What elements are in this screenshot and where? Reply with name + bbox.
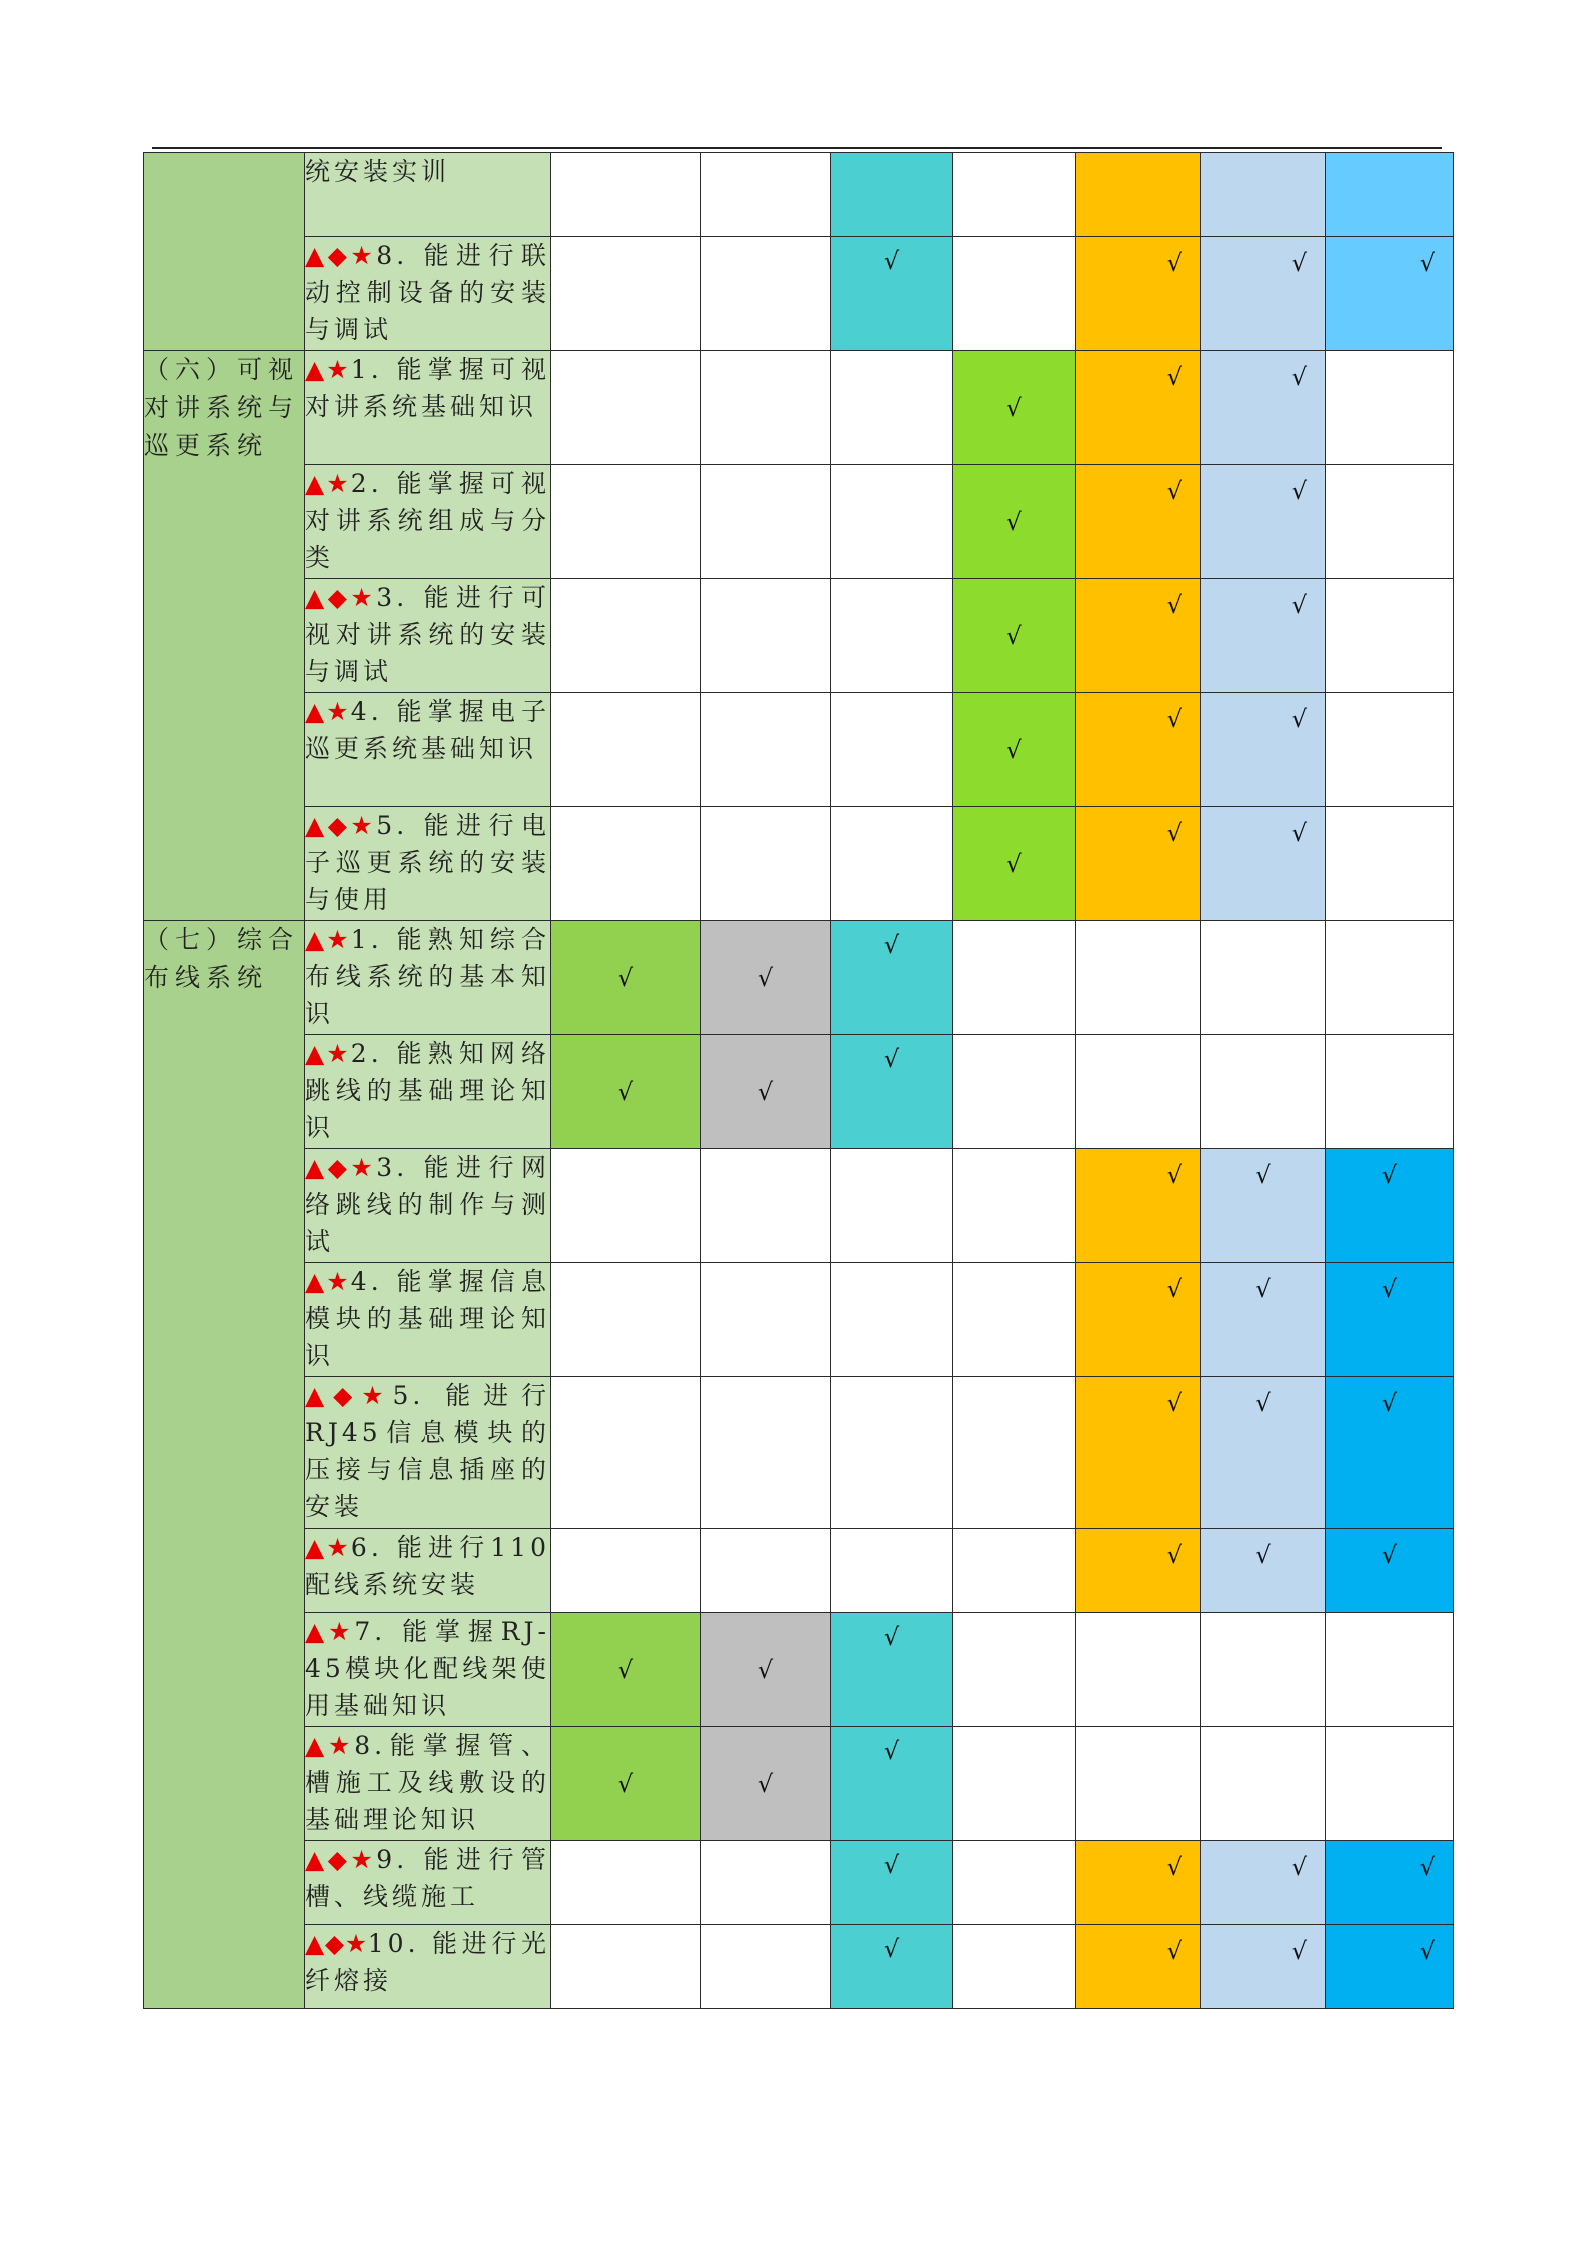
matrix-cell-col3 [831, 237, 953, 351]
competency-item-cell [305, 693, 551, 807]
check-mark: √ [757, 963, 774, 992]
check-mark: √ [757, 1077, 774, 1106]
matrix-cell-col1 [551, 237, 701, 351]
check-mark: √ [617, 1077, 634, 1106]
check-mark: √ [1166, 249, 1182, 277]
matrix-cell-col5 [1076, 921, 1201, 1035]
matrix-cell-col6 [1201, 1263, 1326, 1377]
matrix-cell-col4 [953, 237, 1076, 351]
matrix-cell-col5 [1076, 1035, 1201, 1149]
check-mark: √ [883, 1737, 900, 1765]
competency-item-cell [305, 1925, 551, 2009]
competency-item-text: 3. 能进行网络跳线的制作与测试 [305, 1153, 550, 1256]
table-row [144, 1149, 1454, 1263]
table-row [144, 237, 1454, 351]
matrix-cell-col2 [701, 1841, 831, 1925]
requirement-markers: ▲★ [305, 1039, 351, 1068]
check-mark: √ [1006, 621, 1022, 650]
matrix-cell-col5 [1076, 153, 1201, 237]
check-mark: √ [1166, 1161, 1182, 1189]
matrix-cell-col1 [551, 1613, 701, 1727]
matrix-cell-col5 [1076, 1149, 1201, 1263]
matrix-cell-col7 [1326, 1149, 1454, 1263]
matrix-cell-col5 [1076, 1263, 1201, 1377]
check-mark: √ [1006, 735, 1022, 764]
competency-item-text: 4. 能掌握电子巡更系统基础知识 [305, 697, 550, 763]
matrix-cell-col6 [1201, 351, 1326, 465]
matrix-cell-col6 [1201, 465, 1326, 579]
check-mark: √ [1291, 1937, 1307, 1965]
table-row [144, 465, 1454, 579]
matrix-cell-col6 [1201, 807, 1326, 921]
requirement-markers: ▲◆★ [305, 1845, 377, 1874]
competency-item-text: 7. 能掌握RJ-45模块化配线架使用基础知识 [305, 1617, 551, 1720]
matrix-cell-col2 [701, 1529, 831, 1613]
matrix-cell-col3 [831, 807, 953, 921]
matrix-cell-col7 [1326, 1925, 1454, 2009]
requirement-markers: ▲★ [305, 355, 351, 384]
check-mark: √ [883, 1623, 900, 1651]
check-mark: √ [1166, 705, 1182, 733]
table-row [144, 1377, 1454, 1529]
requirement-markers: ▲◆★ [305, 1929, 368, 1958]
check-mark: √ [1166, 1275, 1182, 1303]
check-mark: √ [1291, 705, 1307, 733]
check-mark: √ [1291, 1853, 1307, 1881]
check-mark: √ [1419, 1853, 1435, 1881]
matrix-cell-col6 [1201, 1377, 1326, 1529]
matrix-cell-col5 [1076, 579, 1201, 693]
competency-item-cell [305, 351, 551, 465]
matrix-cell-col1 [551, 807, 701, 921]
competency-item-text: 5. 能进行电子巡更系统的安装与使用 [305, 811, 550, 914]
competency-item-cell [305, 237, 551, 351]
matrix-cell-col4 [953, 1613, 1076, 1727]
table-row [144, 579, 1454, 693]
matrix-cell-col1 [551, 1149, 701, 1263]
matrix-cell-col3 [831, 921, 953, 1035]
matrix-cell-col5 [1076, 693, 1201, 807]
matrix-cell-col1 [551, 579, 701, 693]
matrix-cell-col4 [953, 1925, 1076, 2009]
table-row [144, 807, 1454, 921]
check-mark: √ [1381, 1389, 1398, 1417]
matrix-cell-col2 [701, 237, 831, 351]
requirement-markers: ▲★ [305, 1533, 351, 1562]
check-mark: √ [617, 963, 634, 992]
competency-item-text: 2. 能熟知网络跳线的基础理论知识 [305, 1039, 550, 1142]
requirement-markers: ▲★ [305, 925, 351, 954]
table-row [144, 1727, 1454, 1841]
matrix-cell-col3 [831, 1149, 953, 1263]
matrix-cell-col2 [701, 1727, 831, 1841]
check-mark: √ [617, 1769, 634, 1798]
matrix-cell-col3 [831, 351, 953, 465]
competency-item-cell [305, 1613, 551, 1727]
competency-item-cell [305, 921, 551, 1035]
table-body [144, 153, 1454, 2009]
matrix-cell-col2 [701, 1149, 831, 1263]
matrix-cell-col1 [551, 1925, 701, 2009]
matrix-cell-col7 [1326, 465, 1454, 579]
matrix-cell-col4 [953, 351, 1076, 465]
table-row [144, 1263, 1454, 1377]
matrix-cell-col1 [551, 153, 701, 237]
matrix-cell-col7 [1326, 1613, 1454, 1727]
competency-item-text: 10. 能进行光纤熔接 [305, 1929, 550, 1995]
requirement-markers: ▲◆★ [305, 811, 377, 840]
check-mark: √ [883, 931, 900, 959]
requirement-markers: ▲★ [305, 469, 351, 498]
matrix-cell-col1 [551, 351, 701, 465]
matrix-cell-col4 [953, 921, 1076, 1035]
competency-item-cell [305, 1377, 551, 1529]
matrix-cell-col2 [701, 351, 831, 465]
table-row [144, 1035, 1454, 1149]
matrix-cell-col2 [701, 1377, 831, 1529]
competency-item-cell [305, 465, 551, 579]
check-mark: √ [1006, 507, 1022, 536]
matrix-cell-col3 [831, 1727, 953, 1841]
matrix-cell-col4 [953, 1035, 1076, 1149]
competency-item-cell [305, 579, 551, 693]
check-mark: √ [1166, 1541, 1182, 1569]
matrix-cell-col4 [953, 693, 1076, 807]
matrix-cell-col3 [831, 1035, 953, 1149]
table-row [144, 1529, 1454, 1613]
matrix-cell-col1 [551, 465, 701, 579]
check-mark: √ [883, 1851, 900, 1879]
matrix-cell-col1 [551, 1841, 701, 1925]
matrix-cell-col3 [831, 465, 953, 579]
matrix-cell-col3 [831, 1613, 953, 1727]
matrix-cell-col6 [1201, 693, 1326, 807]
check-mark: √ [1006, 849, 1022, 878]
check-mark: √ [1255, 1275, 1271, 1303]
matrix-cell-col7 [1326, 921, 1454, 1035]
matrix-cell-col7 [1326, 693, 1454, 807]
matrix-cell-col7 [1326, 237, 1454, 351]
competency-item-cell [305, 1263, 551, 1377]
matrix-cell-col5 [1076, 351, 1201, 465]
check-mark: √ [757, 1769, 774, 1798]
requirement-markers: ▲◆★ [305, 1381, 393, 1410]
table-row [144, 693, 1454, 807]
competency-item-text: 6. 能进行110配线系统安装 [305, 1533, 550, 1599]
competency-item-cell [305, 1149, 551, 1263]
requirement-markers: ▲◆★ [305, 1153, 377, 1182]
matrix-cell-col4 [953, 1377, 1076, 1529]
matrix-cell-col3 [831, 1529, 953, 1613]
matrix-cell-col3 [831, 1263, 953, 1377]
matrix-cell-col4 [953, 807, 1076, 921]
matrix-cell-col6 [1201, 579, 1326, 693]
competency-item-text: 8. 能进行联动控制设备的安装与调试 [305, 241, 550, 344]
matrix-cell-col5 [1076, 1727, 1201, 1841]
check-mark: √ [1255, 1161, 1271, 1189]
check-mark: √ [1291, 477, 1307, 505]
check-mark: √ [1291, 819, 1307, 847]
matrix-cell-col4 [953, 1149, 1076, 1263]
matrix-cell-col7 [1326, 153, 1454, 237]
check-mark: √ [883, 1045, 900, 1073]
matrix-cell-col2 [701, 1263, 831, 1377]
matrix-cell-col4 [953, 1263, 1076, 1377]
matrix-cell-col2 [701, 579, 831, 693]
check-mark: √ [1166, 477, 1182, 505]
table-row [144, 1613, 1454, 1727]
competency-item-text: 1. 能掌握可视对讲系统基础知识 [305, 355, 550, 421]
matrix-cell-col1 [551, 921, 701, 1035]
requirement-markers: ▲★ [305, 697, 351, 726]
matrix-cell-col6 [1201, 1035, 1326, 1149]
check-mark: √ [1381, 1161, 1398, 1189]
matrix-cell-col4 [953, 465, 1076, 579]
requirement-markers: ▲★ [305, 1731, 355, 1760]
check-mark: √ [1166, 591, 1182, 619]
check-mark: √ [617, 1655, 634, 1684]
matrix-cell-col4 [953, 1529, 1076, 1613]
competency-matrix-table [143, 152, 1454, 2009]
matrix-cell-col1 [551, 1035, 701, 1149]
matrix-cell-col4 [953, 1727, 1076, 1841]
matrix-cell-col5 [1076, 1841, 1201, 1925]
matrix-cell-col6 [1201, 237, 1326, 351]
matrix-cell-col7 [1326, 351, 1454, 465]
matrix-cell-col1 [551, 1529, 701, 1613]
category-cell: （六）可视对讲系统与巡更系统 [144, 351, 305, 921]
matrix-cell-col2 [701, 807, 831, 921]
competency-item-cell [305, 1841, 551, 1925]
check-mark: √ [1381, 1541, 1398, 1569]
table-row [144, 1925, 1454, 2009]
matrix-cell-col4 [953, 153, 1076, 237]
matrix-cell-col7 [1326, 1263, 1454, 1377]
requirement-markers: ▲◆★ [305, 583, 377, 612]
check-mark: √ [1255, 1389, 1271, 1417]
matrix-cell-col4 [953, 1841, 1076, 1925]
matrix-cell-col6 [1201, 921, 1326, 1035]
matrix-cell-col6 [1201, 1149, 1326, 1263]
matrix-cell-col5 [1076, 465, 1201, 579]
competency-item-cell [305, 1035, 551, 1149]
check-mark: √ [1166, 363, 1182, 391]
competency-item-text: 5. 能进行RJ45信息模块的压接与信息插座的安装 [305, 1381, 550, 1521]
matrix-cell-col5 [1076, 1377, 1201, 1529]
page-top-rule [152, 147, 1442, 149]
competency-item-text: 4. 能掌握信息模块的基础理论知识 [305, 1267, 550, 1370]
check-mark: √ [1291, 363, 1307, 391]
matrix-cell-col4 [953, 579, 1076, 693]
matrix-cell-col2 [701, 465, 831, 579]
competency-item-cell [305, 807, 551, 921]
matrix-cell-col6 [1201, 1613, 1326, 1727]
matrix-cell-col3 [831, 579, 953, 693]
check-mark: √ [1166, 1853, 1182, 1881]
matrix-cell-col1 [551, 693, 701, 807]
matrix-cell-col5 [1076, 1529, 1201, 1613]
check-mark: √ [1166, 819, 1182, 847]
competency-item-text: 9. 能进行管槽、线缆施工 [305, 1845, 550, 1911]
check-mark: √ [1419, 1937, 1435, 1965]
check-mark: √ [1166, 1937, 1182, 1965]
matrix-cell-col2 [701, 153, 831, 237]
matrix-cell-col3 [831, 1925, 953, 2009]
matrix-cell-col6 [1201, 1727, 1326, 1841]
matrix-cell-col7 [1326, 1727, 1454, 1841]
matrix-cell-col6 [1201, 1841, 1326, 1925]
table-row [144, 921, 1454, 1035]
matrix-cell-col7 [1326, 1377, 1454, 1529]
competency-item-text: 统安装实训 [305, 157, 451, 186]
matrix-cell-col7 [1326, 1035, 1454, 1149]
requirement-markers: ▲★ [305, 1617, 355, 1646]
matrix-cell-col1 [551, 1727, 701, 1841]
matrix-cell-col2 [701, 1925, 831, 2009]
matrix-cell-col7 [1326, 1841, 1454, 1925]
check-mark: √ [1255, 1541, 1271, 1569]
matrix-cell-col6 [1201, 1529, 1326, 1613]
matrix-cell-col7 [1326, 807, 1454, 921]
competency-item-text: 2. 能掌握可视对讲系统组成与分类 [305, 469, 550, 572]
competency-item-cell [305, 1727, 551, 1841]
matrix-cell-col3 [831, 693, 953, 807]
matrix-cell-col5 [1076, 1613, 1201, 1727]
check-mark: √ [1291, 249, 1307, 277]
table-row [144, 1841, 1454, 1925]
category-cell [144, 153, 305, 351]
check-mark: √ [1381, 1275, 1398, 1303]
check-mark: √ [883, 247, 900, 275]
matrix-cell-col1 [551, 1263, 701, 1377]
requirement-markers: ▲★ [305, 1267, 351, 1296]
competency-item-cell [305, 153, 551, 237]
competency-item-text: 3. 能进行可视对讲系统的安装与调试 [305, 583, 550, 686]
check-mark: √ [883, 1935, 900, 1963]
matrix-cell-col2 [701, 1613, 831, 1727]
check-mark: √ [1291, 591, 1307, 619]
competency-item-cell [305, 1529, 551, 1613]
category-cell: （七）综合布线系统 [144, 921, 305, 2009]
table-row [144, 351, 1454, 465]
table-row [144, 153, 1454, 237]
matrix-cell-col2 [701, 921, 831, 1035]
matrix-cell-col2 [701, 1035, 831, 1149]
matrix-cell-col3 [831, 1841, 953, 1925]
competency-item-text: 8.能掌握管、槽施工及线敷设的基础理论知识 [305, 1731, 551, 1834]
matrix-cell-col3 [831, 1377, 953, 1529]
requirement-markers: ▲◆★ [305, 241, 377, 270]
check-mark: √ [1006, 393, 1022, 422]
check-mark: √ [1419, 249, 1435, 277]
competency-item-text: 1. 能熟知综合布线系统的基本知识 [305, 925, 550, 1028]
matrix-cell-col5 [1076, 807, 1201, 921]
check-mark: √ [757, 1655, 774, 1684]
check-mark: √ [1166, 1389, 1182, 1417]
matrix-cell-col5 [1076, 237, 1201, 351]
matrix-cell-col2 [701, 693, 831, 807]
matrix-cell-col6 [1201, 1925, 1326, 2009]
matrix-cell-col1 [551, 1377, 701, 1529]
matrix-cell-col7 [1326, 579, 1454, 693]
matrix-cell-col7 [1326, 1529, 1454, 1613]
matrix-cell-col3 [831, 153, 953, 237]
matrix-cell-col5 [1076, 1925, 1201, 2009]
matrix-cell-col6 [1201, 153, 1326, 237]
